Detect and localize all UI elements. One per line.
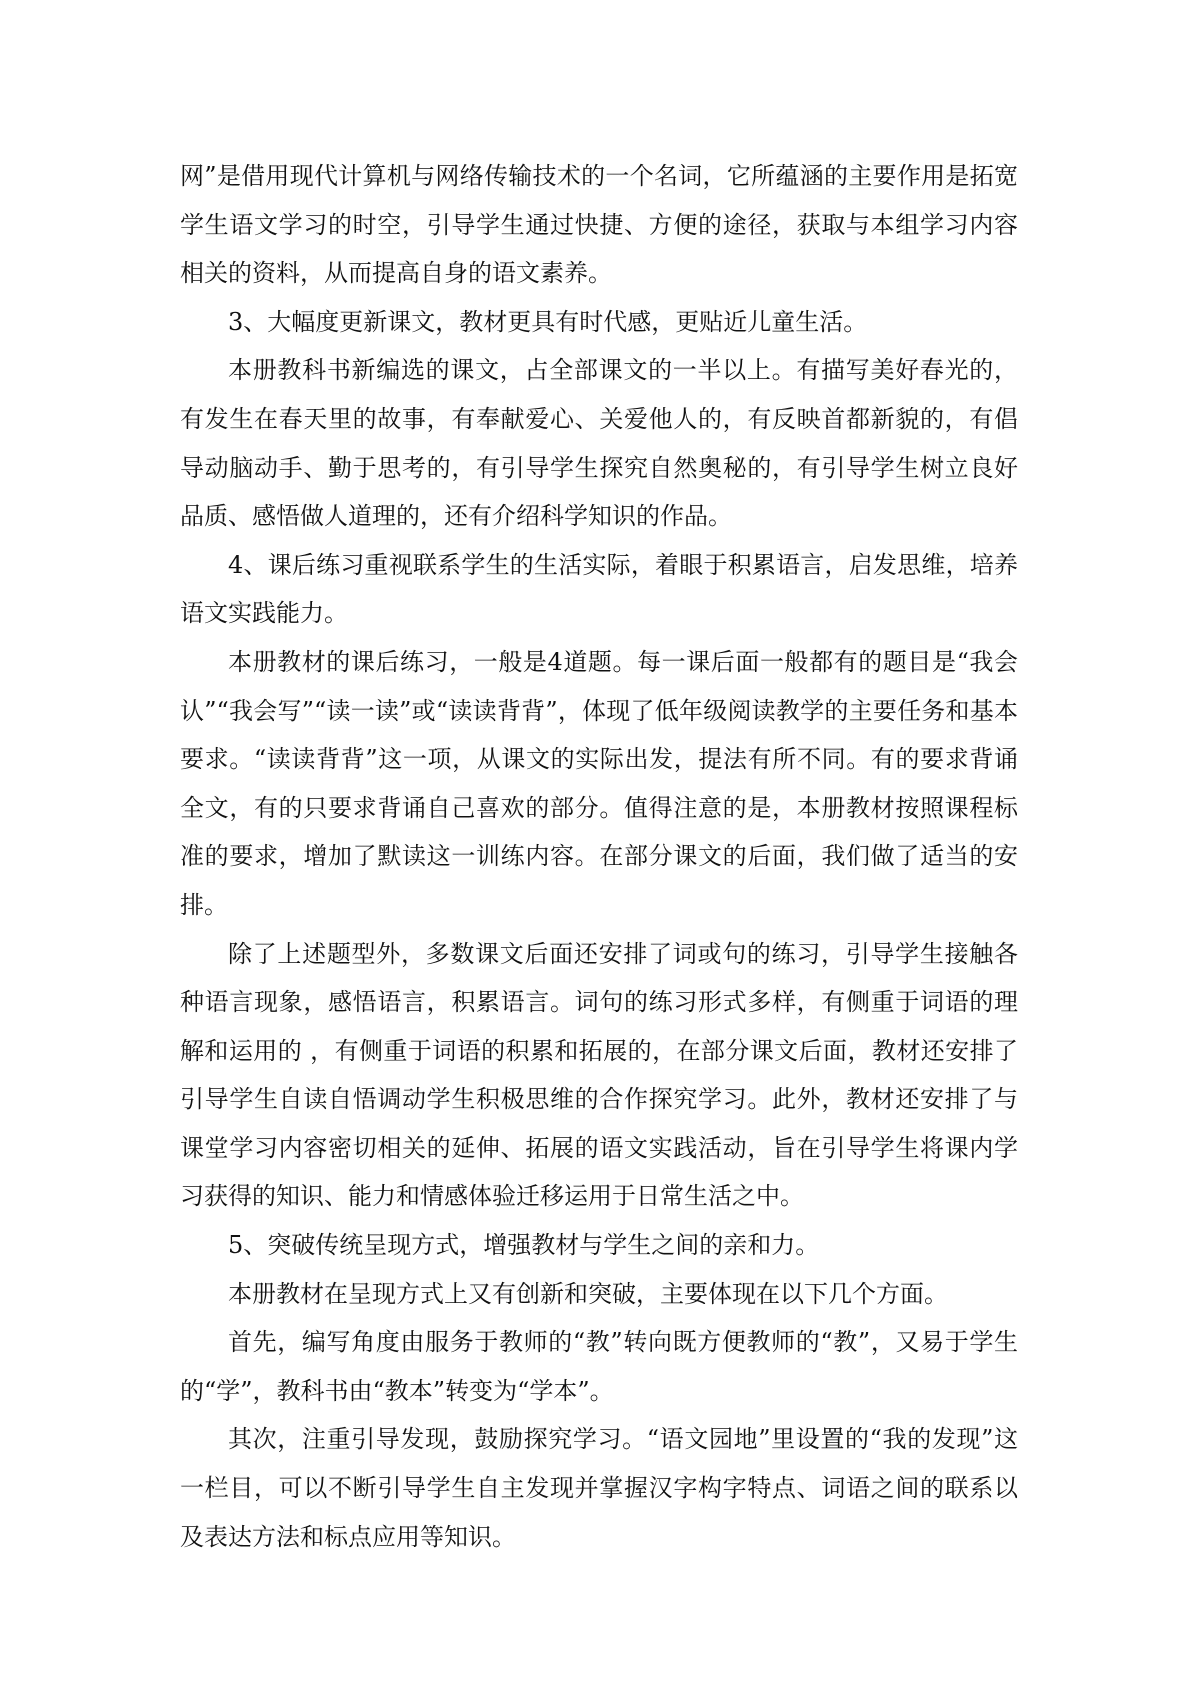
paragraph-5: 本册教材的课后练习，一般是4道题。每一课后面一般都有的题目是“我会认”“我会写”“读一读”或“读读背背”，体现了低年级阅读教学的主要任务和基本要求。“读读背背”这一项，从课文的实际出发，提法有所不同。有的要求背诵全文，有的只要求背诵自己喜欢的部分。值得注意的是，本册教材按照课程标准的要求，增加了默读这一训练内容。在部分课文的后面，我们做了适当的安排。 bbox=[180, 647, 1018, 919]
paragraph-2: 3、大幅度更新课文，教材更具有时代感，更贴近儿童生活。 bbox=[228, 307, 868, 336]
paragraph-6: 除了上述题型外，多数课文后面还安排了词或句的练习，引导学生接触各种语言现象，感悟语言，积累语言。词句的练习形式多样，有侧重于词语的理解和运用的 ，有侧重于词语的积累和拓展的，在部分课文后面，教材还安排了引导学生自读自悟调动学生积极思维的合作探究学习。此外，教材还安排了与课堂学习内容密切相关的延伸、拓展的语文实践活动，旨在引导学生将课内学习获得的知识、能力和情感体验迁移运用于日常生活之中。 bbox=[180, 939, 1018, 1211]
paragraph-3: 本册教科书新编选的课文，占全部课文的一半以上。有描写美好春光的，有发生在春天里的故事，有奉献爱心、关爱他人的，有反映首都新貌的，有倡导动脑动手、勤于思考的，有引导学生探究自然奥秘的，有引导学生树立良好品质、感悟做人道理的，还有介绍科学知识的作品。 bbox=[180, 356, 1018, 531]
paragraph-1: 网”是借用现代计算机与网络传输技术的一个名词，它所蕴涵的主要作用是拓宽学生语文学习的时空，引导学生通过快捷、方便的途径，获取与本组学习内容相关的资料，从而提高自身的语文素养。 bbox=[180, 162, 1018, 288]
document-body bbox=[180, 152, 1018, 1561]
paragraph-9: 首先，编写角度由服务于教师的“教”转向既方便教师的“教”，又易于学生的“学”，教科书由“教本”转变为“学本”。 bbox=[180, 1328, 1018, 1405]
paragraph-4: 4、课后练习重视联系学生的生活实际，着眼于积累语言，启发思维，培养语文实践能力。 bbox=[180, 550, 1018, 628]
paragraph-10: 其次，注重引导发现，鼓励探究学习。“语文园地”里设置的“我的发现”这一栏目，可以不断引导学生自主发现并掌握汉字构字特点、词语之间的联系以及表达方法和标点应用等知识。 bbox=[180, 1425, 1018, 1551]
paragraph-7: 5、突破传统呈现方式，增强教材与学生之间的亲和力。 bbox=[228, 1231, 820, 1260]
paragraph-8: 本册教材在呈现方式上又有创新和突破，主要体现在以下几个方面。 bbox=[228, 1279, 948, 1308]
